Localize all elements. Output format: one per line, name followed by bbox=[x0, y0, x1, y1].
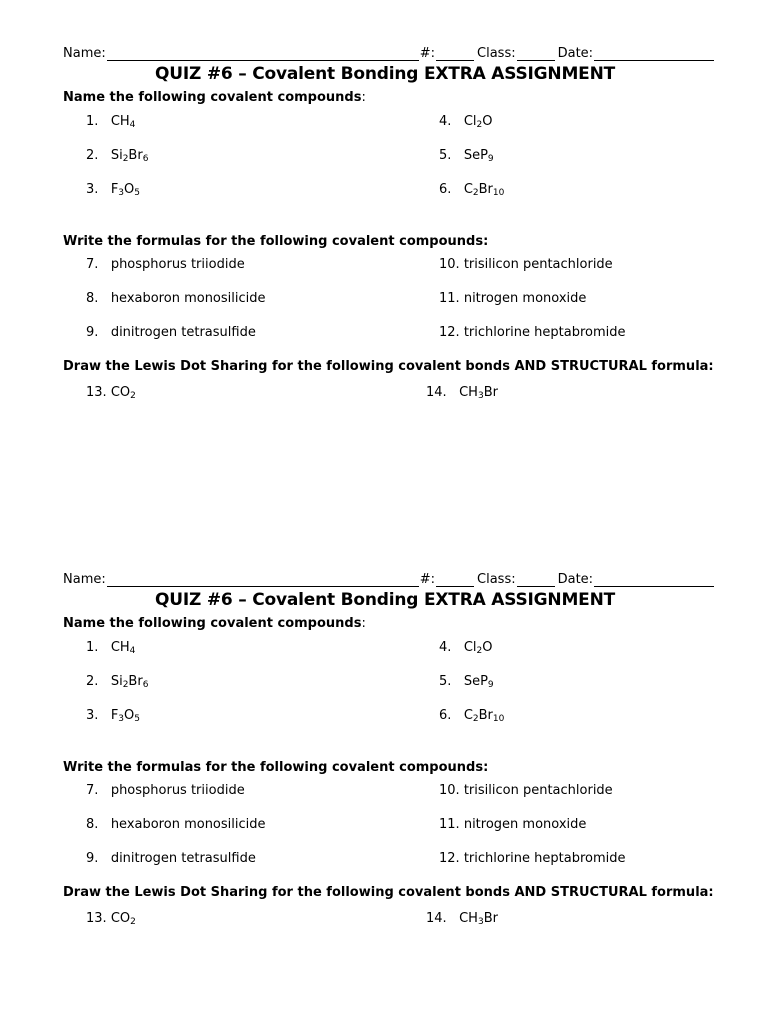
question-item bbox=[426, 385, 498, 400]
question-item bbox=[86, 325, 256, 340]
question-item bbox=[86, 851, 256, 866]
chemical-formula: $CH_4$ bbox=[110, 114, 136, 130]
question-item bbox=[86, 182, 140, 197]
compound-name: hexaboron monosilicide bbox=[110, 817, 266, 832]
question-number: 7. bbox=[86, 783, 99, 798]
compound-name: dinitrogen tetrasulfide bbox=[110, 325, 256, 340]
question-item bbox=[426, 911, 498, 926]
question-item bbox=[439, 182, 504, 197]
question-item bbox=[86, 114, 135, 129]
chemical-formula: $CH_4$ bbox=[110, 640, 136, 656]
question-item bbox=[439, 148, 494, 163]
compound-name: trisilicon pentachloride bbox=[463, 257, 613, 272]
question-number: 6. bbox=[439, 708, 452, 723]
name-label: Name: bbox=[63, 46, 106, 61]
quiz-copy-bottom bbox=[0, 526, 770, 1026]
class-blank[interactable] bbox=[517, 574, 555, 587]
question-number: 8. bbox=[86, 817, 99, 832]
question-item bbox=[439, 817, 586, 832]
number-blank[interactable] bbox=[436, 48, 474, 61]
question-item bbox=[439, 257, 613, 272]
question-item bbox=[86, 783, 245, 798]
chemical-formula: $CH_3Br$ bbox=[459, 911, 498, 927]
quiz-copy-top bbox=[0, 0, 770, 500]
question-number: 13. bbox=[86, 911, 107, 926]
question-item bbox=[439, 114, 492, 129]
question-number: 14. bbox=[426, 385, 447, 400]
lewis-dot-heading: Draw the Lewis Dot Sharing for the following covalent bonds AND STRUCTURAL formula: bbox=[63, 885, 714, 900]
question-number: 2. bbox=[86, 674, 99, 689]
date-label: Date: bbox=[557, 46, 594, 61]
chemical-formula: $F_3O_5$ bbox=[110, 182, 140, 198]
question-item bbox=[86, 385, 136, 400]
question-item bbox=[86, 817, 266, 832]
question-item bbox=[86, 708, 140, 723]
name-blank[interactable] bbox=[107, 574, 419, 587]
question-item bbox=[86, 257, 245, 272]
class-label: Class: bbox=[477, 572, 516, 587]
quiz-title: QUIZ #6 – Covalent Bonding EXTRA ASSIGNMENT bbox=[155, 590, 615, 610]
date-blank[interactable] bbox=[594, 574, 714, 587]
question-item bbox=[86, 674, 148, 689]
question-number: 12. bbox=[439, 325, 460, 340]
student-info-line bbox=[63, 46, 721, 61]
question-item bbox=[439, 708, 504, 723]
question-number: 5. bbox=[439, 674, 452, 689]
question-number: 2. bbox=[86, 148, 99, 163]
question-number: 13. bbox=[86, 385, 107, 400]
question-number: 8. bbox=[86, 291, 99, 306]
name-compounds-heading: Name the following covalent compounds: bbox=[63, 616, 366, 631]
chemical-formula: SeP$_9$ bbox=[463, 674, 494, 690]
class-label: Class: bbox=[477, 46, 516, 61]
question-item bbox=[86, 911, 136, 926]
chemical-formula: $Si_2Br_6$ bbox=[110, 674, 149, 690]
question-number: 7. bbox=[86, 257, 99, 272]
question-number: 14. bbox=[426, 911, 447, 926]
quiz-title: QUIZ #6 – Covalent Bonding EXTRA ASSIGNMENT bbox=[155, 64, 615, 84]
question-number: 4. bbox=[439, 640, 452, 655]
chemical-formula: $F_3O_5$ bbox=[110, 708, 140, 724]
class-blank[interactable] bbox=[517, 48, 555, 61]
question-item bbox=[439, 851, 626, 866]
compound-name: nitrogen monoxide bbox=[463, 291, 587, 306]
chemical-formula: $Si_2Br_6$ bbox=[110, 148, 149, 164]
question-item bbox=[439, 291, 586, 306]
chemical-formula: $Cl_2O$ bbox=[463, 640, 493, 656]
compound-name: dinitrogen tetrasulfide bbox=[110, 851, 256, 866]
date-label: Date: bbox=[557, 572, 594, 587]
question-item bbox=[439, 783, 613, 798]
write-formulas-heading: Write the formulas for the following covalent compounds: bbox=[63, 760, 489, 775]
question-item bbox=[86, 640, 135, 655]
question-item bbox=[439, 325, 626, 340]
student-info-line bbox=[63, 572, 721, 587]
compound-name: phosphorus triiodide bbox=[110, 783, 245, 798]
chemical-formula: $C_2Br_{10}$ bbox=[463, 182, 505, 198]
chemical-formula: $C_2Br_{10}$ bbox=[463, 708, 505, 724]
number-label: #: bbox=[419, 572, 436, 587]
write-formulas-heading: Write the formulas for the following covalent compounds: bbox=[63, 234, 489, 249]
question-number: 4. bbox=[439, 114, 452, 129]
question-item bbox=[439, 674, 494, 689]
compound-name: trichlorine heptabromide bbox=[463, 325, 626, 340]
date-blank[interactable] bbox=[594, 48, 714, 61]
question-number: 10. bbox=[439, 783, 460, 798]
compound-name: nitrogen monoxide bbox=[463, 817, 587, 832]
chemical-formula: $Cl_2O$ bbox=[463, 114, 493, 130]
number-label: #: bbox=[419, 46, 436, 61]
question-item bbox=[439, 640, 492, 655]
question-number: 6. bbox=[439, 182, 452, 197]
question-item bbox=[86, 291, 266, 306]
question-number: 3. bbox=[86, 182, 99, 197]
question-number: 12. bbox=[439, 851, 460, 866]
question-number: 9. bbox=[86, 851, 99, 866]
chemical-formula: $CO_2$ bbox=[110, 911, 136, 927]
question-number: 3. bbox=[86, 708, 99, 723]
name-label: Name: bbox=[63, 572, 106, 587]
question-number: 1. bbox=[86, 640, 99, 655]
question-item bbox=[86, 148, 148, 163]
number-blank[interactable] bbox=[436, 574, 474, 587]
chemical-formula: $CH_3Br$ bbox=[459, 385, 498, 401]
chemical-formula: $CO_2$ bbox=[110, 385, 136, 401]
question-number: 11. bbox=[439, 817, 460, 832]
question-number: 10. bbox=[439, 257, 460, 272]
compound-name: phosphorus triiodide bbox=[110, 257, 245, 272]
compound-name: hexaboron monosilicide bbox=[110, 291, 266, 306]
question-number: 1. bbox=[86, 114, 99, 129]
name-blank[interactable] bbox=[107, 48, 419, 61]
chemical-formula: SeP$_9$ bbox=[463, 148, 494, 164]
question-number: 11. bbox=[439, 291, 460, 306]
compound-name: trichlorine heptabromide bbox=[463, 851, 626, 866]
name-compounds-heading: Name the following covalent compounds: bbox=[63, 90, 366, 105]
question-number: 5. bbox=[439, 148, 452, 163]
question-number: 9. bbox=[86, 325, 99, 340]
compound-name: trisilicon pentachloride bbox=[463, 783, 613, 798]
lewis-dot-heading: Draw the Lewis Dot Sharing for the following covalent bonds AND STRUCTURAL formula: bbox=[63, 359, 714, 374]
